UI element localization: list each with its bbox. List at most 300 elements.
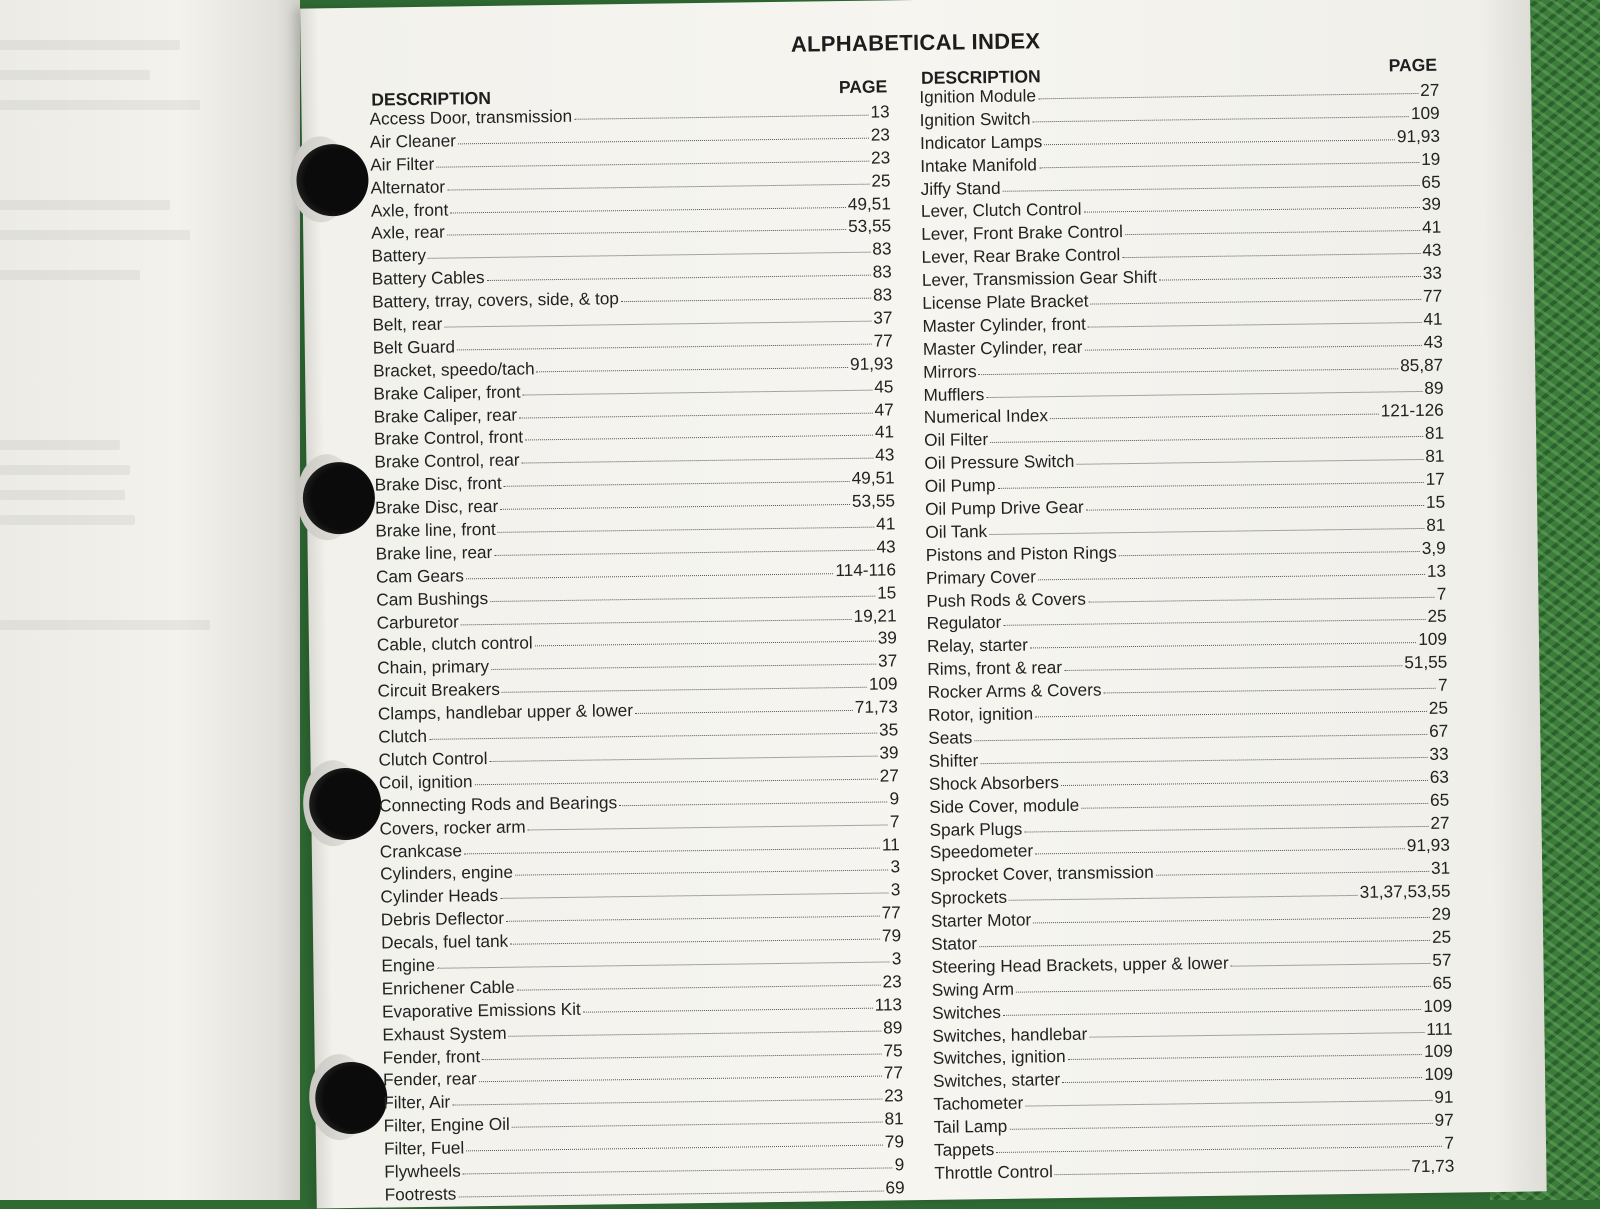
entry-page: 91,93 xyxy=(849,353,894,374)
entry-page: 81 xyxy=(1426,514,1446,535)
entry-page: 114-116 xyxy=(835,559,897,580)
entry-description: Cable, clutch control xyxy=(376,632,533,656)
dot-leader xyxy=(1009,895,1358,901)
entry-description: Push Rods & Covers xyxy=(926,588,1087,611)
dot-leader xyxy=(1039,162,1419,168)
index-page xyxy=(300,0,1547,1208)
entry-description: Battery Cables xyxy=(371,267,485,289)
entry-page: 13 xyxy=(870,101,890,122)
entry-description: Lever, Clutch Control xyxy=(920,199,1082,222)
entry-description: Axle, front xyxy=(370,199,449,221)
entry-page: 27 xyxy=(1420,79,1440,100)
entry-description: Switches, handlebar xyxy=(932,1023,1088,1046)
entry-description: Rotor, ignition xyxy=(927,703,1034,725)
entry-description: Sprocket Cover, transmission xyxy=(930,862,1154,886)
entry-page: 63 xyxy=(1429,766,1450,787)
entry-description: Mufflers xyxy=(923,383,985,405)
entry-page: 77 xyxy=(881,902,901,923)
page-title: ALPHABETICAL INDEX xyxy=(790,28,1041,57)
dot-leader xyxy=(458,1190,883,1197)
entry-page: 65 xyxy=(1432,972,1452,993)
dot-leader xyxy=(1064,666,1402,672)
dot-leader xyxy=(1009,1123,1432,1130)
entry-description: Air Cleaner xyxy=(369,130,457,152)
dot-leader xyxy=(500,893,889,899)
dot-leader xyxy=(502,687,867,693)
entry-page: 77 xyxy=(883,1062,904,1083)
dot-leader xyxy=(996,1146,1442,1153)
entry-page: 109 xyxy=(1410,102,1440,123)
dot-leader xyxy=(1003,1009,1422,1016)
dot-leader xyxy=(464,847,880,854)
entry-description: Rims, front & rear xyxy=(927,657,1063,680)
entry-description: Switches, ignition xyxy=(932,1046,1066,1069)
entry-page: 9 xyxy=(889,788,900,809)
entry-page: 91,93 xyxy=(1396,125,1441,147)
dot-leader xyxy=(1038,574,1425,580)
dot-leader xyxy=(450,207,846,214)
entry-page: 41 xyxy=(874,421,895,443)
entry-description: Cam Bushings xyxy=(376,587,489,610)
dot-leader xyxy=(974,734,1427,741)
dot-leader xyxy=(621,298,871,302)
entry-page: 33 xyxy=(1429,743,1449,764)
entry-description: Battery, trray, covers, side, & top xyxy=(372,288,620,312)
dot-leader xyxy=(1104,688,1437,694)
entry-description: Switches xyxy=(931,1001,1002,1023)
entry-description: Primary Cover xyxy=(925,566,1037,588)
entry-description: Filter, Air xyxy=(383,1091,451,1113)
entry-description: Lever, Transmission Gear Shift xyxy=(921,266,1158,291)
entry-page: 109 xyxy=(1424,1063,1454,1085)
entry-page: 81 xyxy=(1425,445,1445,467)
entry-page: 83 xyxy=(872,261,892,282)
entry-description: Brake Control, front xyxy=(373,426,524,450)
dot-leader xyxy=(500,504,850,510)
description-header: DESCRIPTION xyxy=(371,87,492,110)
entry-page: 41 xyxy=(876,513,896,534)
entry-description: Master Cylinder, rear xyxy=(922,336,1083,359)
entry-description: Lever, Front Brake Control xyxy=(921,221,1123,245)
dot-leader xyxy=(457,344,872,351)
page-header: PAGE xyxy=(838,76,888,98)
dot-leader xyxy=(1086,505,1424,511)
entry-page: 51,55 xyxy=(1404,651,1448,673)
entry-description: Brake Caliper, rear xyxy=(373,404,518,427)
index-entries xyxy=(919,79,1454,1185)
entry-page: 39 xyxy=(1421,194,1442,215)
index-column-left xyxy=(369,76,905,1206)
entry-description: Footrests xyxy=(384,1183,457,1205)
entry-page: 23 xyxy=(882,971,902,992)
entry-page: 35 xyxy=(878,719,899,740)
dot-leader xyxy=(523,389,873,395)
entry-description: Shifter xyxy=(928,750,979,771)
entry-description: Air Filter xyxy=(370,153,435,175)
entry-page: 69 xyxy=(885,1177,905,1198)
entry-page: 75 xyxy=(883,1039,903,1061)
entry-description: Clutch xyxy=(378,725,428,747)
entry-page: 9 xyxy=(894,1154,905,1175)
dot-leader xyxy=(990,436,1423,443)
entry-description: Connecting Rods and Bearings xyxy=(379,791,618,816)
index-column-right xyxy=(919,54,1455,1185)
entry-description: Enrichener Cable xyxy=(381,976,515,999)
entry-description: Swing Arm xyxy=(931,978,1015,1000)
entry-page: 15 xyxy=(1425,491,1446,512)
entry-page: 31,37,53,55 xyxy=(1359,880,1451,903)
entry-description: Throttle Control xyxy=(934,1161,1053,1183)
dot-leader xyxy=(437,961,890,968)
entry-description: Bracket, speedo/tach xyxy=(372,358,535,381)
entry-page: 71,73 xyxy=(854,696,899,718)
entry-page: 81 xyxy=(884,1108,904,1129)
entry-page: 7 xyxy=(889,810,900,832)
punch-hole xyxy=(309,768,382,841)
entry-description: Cylinders, engine xyxy=(380,862,514,884)
entry-description: Oil Pump Drive Gear xyxy=(924,496,1084,519)
dot-leader xyxy=(444,321,871,328)
entry-description: Fender, rear xyxy=(382,1068,477,1090)
dot-leader xyxy=(1156,871,1429,876)
dot-leader xyxy=(979,940,1430,947)
entry-page: 71,73 xyxy=(1411,1155,1455,1177)
entry-page: 49,51 xyxy=(847,192,891,214)
dot-leader xyxy=(490,595,875,601)
entry-page: 15 xyxy=(877,582,897,603)
entry-page: 7 xyxy=(1444,1132,1455,1153)
entry-page: 41 xyxy=(1423,308,1443,329)
entry-description: Brake Control, rear xyxy=(374,449,520,472)
entry-page: 109 xyxy=(1423,995,1453,1016)
entry-description: License Plate Bracket xyxy=(922,290,1089,313)
dot-leader xyxy=(517,984,881,990)
entry-page: 3 xyxy=(890,879,901,900)
entry-description: Pistons and Piston Rings xyxy=(925,542,1117,565)
entry-description: Jiffy Stand xyxy=(920,177,1001,199)
dot-leader xyxy=(1122,253,1420,258)
entry-description: Ignition Switch xyxy=(919,108,1031,130)
entry-page: 27 xyxy=(879,765,899,786)
dot-leader xyxy=(1003,185,1420,192)
dot-leader xyxy=(528,824,888,830)
dot-leader xyxy=(537,367,848,372)
entry-page: 43 xyxy=(1423,331,1443,352)
entry-page: 111 xyxy=(1426,1018,1453,1039)
entry-page: 29 xyxy=(1431,903,1451,924)
entry-page: 19,21 xyxy=(853,604,897,626)
entry-description: Starter Motor xyxy=(930,909,1032,931)
entry-description: Spark Plugs xyxy=(929,818,1023,840)
dot-leader xyxy=(491,664,876,670)
entry-description: Filter, Engine Oil xyxy=(383,1113,510,1136)
entry-description: Brake Disc, front xyxy=(374,473,502,495)
entry-page: 13 xyxy=(1426,560,1447,581)
entry-description: Filter, Fuel xyxy=(383,1137,465,1159)
dot-leader xyxy=(1089,1032,1424,1038)
dot-leader xyxy=(1055,1169,1410,1175)
dot-leader xyxy=(535,641,876,647)
entry-description: Shock Absorbers xyxy=(928,771,1060,794)
entry-page: 31 xyxy=(1430,857,1451,879)
entry-description: Chain, primary xyxy=(377,656,490,678)
dot-leader xyxy=(635,710,853,714)
entry-description: Numerical Index xyxy=(923,405,1049,428)
punch-hole xyxy=(302,462,375,535)
entry-description: Clamps, handlebar upper & lower xyxy=(377,700,634,724)
dot-leader xyxy=(452,1099,882,1106)
entry-description: Regulator xyxy=(926,612,1002,634)
entry-page: 25 xyxy=(871,170,891,191)
entry-description: Side Cover, module xyxy=(929,794,1080,817)
dot-leader xyxy=(1084,345,1421,351)
entry-page: 41 xyxy=(1421,217,1442,238)
entry-description: Speedometer xyxy=(929,840,1034,863)
entry-page: 3 xyxy=(890,856,901,877)
entry-page: 37 xyxy=(873,307,893,328)
entry-page: 91,93 xyxy=(1406,835,1450,856)
dot-leader xyxy=(525,435,873,441)
entry-page: 83 xyxy=(872,238,892,259)
entry-page: 33 xyxy=(1422,262,1442,284)
entry-description: Evaporative Emissions Kit xyxy=(381,998,581,1022)
dot-leader xyxy=(986,391,1422,398)
entry-description: Belt Guard xyxy=(372,336,456,358)
dot-leader xyxy=(512,1122,883,1128)
entry-page: 97 xyxy=(1434,1109,1454,1130)
entry-description: Tappets xyxy=(933,1138,995,1160)
entry-page: 39 xyxy=(877,627,898,649)
dot-leader xyxy=(1119,551,1420,556)
entry-description: Intake Manifold xyxy=(920,153,1038,176)
dot-leader xyxy=(1076,459,1423,465)
dot-leader xyxy=(1025,1100,1432,1107)
entry-description: Indicator Lamps xyxy=(919,131,1043,153)
dot-leader xyxy=(1081,803,1428,809)
entry-page: 43 xyxy=(876,536,896,557)
dot-leader xyxy=(1088,322,1422,328)
dot-leader xyxy=(1091,299,1422,305)
entry-description: Crankcase xyxy=(379,839,463,862)
entry-description: Switches, starter xyxy=(932,1069,1061,1092)
dot-leader xyxy=(1088,596,1435,602)
entry-page: 109 xyxy=(868,673,898,694)
dot-leader xyxy=(979,368,1398,375)
entry-description: Rocker Arms & Covers xyxy=(927,679,1102,703)
entry-description: Lever, Rear Brake Control xyxy=(921,244,1121,268)
entry-page: 109 xyxy=(1423,1041,1453,1062)
dot-leader xyxy=(1030,642,1416,648)
description-header: DESCRIPTION xyxy=(920,66,1041,88)
entry-page: 121-126 xyxy=(1380,400,1444,422)
dot-leader xyxy=(487,275,871,281)
entry-page: 23 xyxy=(870,147,891,168)
entry-description: Brake Caliper, front xyxy=(373,381,521,404)
dot-leader xyxy=(1062,1077,1422,1083)
entry-page: 79 xyxy=(884,1131,905,1152)
entry-description: Belt, rear xyxy=(372,313,443,335)
page-header: PAGE xyxy=(1388,54,1438,76)
dot-leader xyxy=(509,1030,882,1036)
dot-leader xyxy=(583,1007,873,1012)
dot-leader xyxy=(461,619,852,625)
dot-leader xyxy=(463,1167,893,1174)
dot-leader xyxy=(506,916,880,922)
dot-leader xyxy=(466,1145,883,1152)
entry-page: 39 xyxy=(879,742,899,763)
entry-description: Fender, front xyxy=(382,1045,481,1068)
left-page xyxy=(0,0,300,1200)
entry-description: Oil Filter xyxy=(924,429,989,451)
entry-page: 53,55 xyxy=(851,490,896,512)
dot-leader xyxy=(489,756,877,762)
entry-page: 27 xyxy=(1430,812,1450,833)
dot-leader xyxy=(498,527,874,533)
entry-page: 47 xyxy=(874,398,894,420)
dot-leader xyxy=(429,733,877,740)
entry-page: 67 xyxy=(1428,720,1449,741)
dot-leader xyxy=(1024,825,1428,832)
entry-description: Debris Deflector xyxy=(380,908,505,930)
dot-leader xyxy=(482,1053,881,1060)
entry-description: Oil Pressure Switch xyxy=(924,451,1075,474)
entry-description: Cylinder Heads xyxy=(380,885,499,907)
entry-description: Battery xyxy=(371,245,427,266)
entry-description: Axle, rear xyxy=(371,222,445,244)
entry-description: Engine xyxy=(381,954,436,976)
entry-description: Cam Gears xyxy=(375,565,465,587)
entry-description: Exhaust System xyxy=(382,1022,507,1045)
entry-page: 89 xyxy=(883,1016,903,1038)
entry-page: 77 xyxy=(873,330,893,351)
dot-leader xyxy=(1003,619,1425,626)
entry-page: 85,87 xyxy=(1399,354,1444,375)
entry-description: Tail Lamp xyxy=(933,1115,1008,1137)
entry-page: 3 xyxy=(891,948,902,969)
entry-page: 7 xyxy=(1436,583,1447,604)
entry-page: 25 xyxy=(1431,926,1452,947)
entry-description: Sprockets xyxy=(930,886,1008,909)
entry-page: 83 xyxy=(872,284,893,305)
entry-description: Covers, rocker arm xyxy=(379,816,526,839)
dot-leader xyxy=(1044,139,1395,145)
entry-page: 81 xyxy=(1424,423,1445,444)
index-entries xyxy=(369,100,904,1206)
dot-leader xyxy=(989,528,1424,535)
dot-leader xyxy=(1231,963,1431,967)
entry-description: Relay, starter xyxy=(926,634,1029,657)
dot-leader xyxy=(515,870,889,876)
dot-leader xyxy=(1033,116,1409,122)
entry-page: 3,9 xyxy=(1421,537,1446,558)
punch-hole xyxy=(296,144,369,217)
dot-leader xyxy=(1016,986,1431,993)
entry-description: Tachometer xyxy=(933,1092,1024,1115)
entry-description: Clutch Control xyxy=(378,747,488,770)
punch-hole xyxy=(315,1061,388,1134)
dot-leader xyxy=(619,801,888,806)
dot-leader xyxy=(519,412,873,418)
entry-page: 23 xyxy=(870,124,891,145)
entry-description: Master Cylinder, front xyxy=(922,313,1087,336)
entry-page: 89 xyxy=(1424,377,1444,398)
entry-description: Alternator xyxy=(370,176,446,198)
dot-leader xyxy=(447,183,869,190)
entry-page: 25 xyxy=(1427,606,1447,627)
dot-leader xyxy=(504,481,850,487)
dot-leader xyxy=(998,482,1424,489)
entry-description: Coil, ignition xyxy=(378,771,473,793)
dot-leader xyxy=(466,573,834,579)
entry-page: 45 xyxy=(874,376,894,397)
entry-page: 77 xyxy=(1422,285,1443,306)
dot-leader xyxy=(510,939,880,945)
entry-page: 17 xyxy=(1425,468,1445,490)
dot-leader xyxy=(1159,276,1421,281)
entry-page: 53,55 xyxy=(847,215,892,237)
entry-page: 57 xyxy=(1432,949,1452,970)
entry-page: 65 xyxy=(1421,171,1441,192)
entry-description: Brake Disc, rear xyxy=(374,496,499,518)
entry-description: Brake line, front xyxy=(375,518,496,541)
entry-description: Circuit Breakers xyxy=(377,679,500,701)
entry-description: Mirrors xyxy=(923,360,977,382)
entry-page: 37 xyxy=(877,650,898,671)
entry-description: Stator xyxy=(931,933,978,954)
entry-description: Oil Pump xyxy=(924,475,996,497)
dot-leader xyxy=(475,778,878,785)
entry-page: 49,51 xyxy=(851,467,895,489)
dot-leader xyxy=(980,757,1427,764)
entry-page: 43 xyxy=(875,444,895,465)
dot-leader xyxy=(1125,230,1420,235)
entry-page: 109 xyxy=(1418,629,1448,650)
dot-leader xyxy=(1068,1054,1422,1060)
entry-description: Flywheels xyxy=(384,1160,461,1182)
dot-leader xyxy=(494,550,874,556)
entry-page: 79 xyxy=(881,925,902,946)
entry-page: 11 xyxy=(881,833,900,855)
dot-leader xyxy=(1050,414,1379,420)
entry-page: 23 xyxy=(884,1085,904,1106)
entry-page: 65 xyxy=(1429,789,1450,810)
entry-page: 25 xyxy=(1428,697,1449,718)
dot-leader xyxy=(436,160,869,167)
dot-leader xyxy=(479,1076,882,1083)
entry-description: Seats xyxy=(928,727,973,748)
entry-description: Ignition Module xyxy=(919,85,1037,107)
entry-description: Decals, fuel tank xyxy=(380,930,509,953)
dot-leader xyxy=(1035,711,1427,717)
dot-leader xyxy=(1061,780,1428,786)
entry-page: 19 xyxy=(1420,148,1441,169)
dot-leader xyxy=(428,252,870,259)
entry-description: Brake line, rear xyxy=(375,541,493,564)
dot-leader xyxy=(1083,207,1419,213)
entry-page: 7 xyxy=(1437,674,1448,695)
dot-leader xyxy=(522,458,874,464)
entry-description: Carburetor xyxy=(376,611,459,633)
dot-leader xyxy=(1035,849,1405,855)
dot-leader xyxy=(1038,93,1418,99)
dot-leader xyxy=(458,138,869,145)
dot-leader xyxy=(574,115,868,120)
dot-leader xyxy=(447,229,846,236)
entry-page: 43 xyxy=(1422,239,1442,261)
entry-page: 113 xyxy=(874,994,903,1015)
entry-page: 91 xyxy=(1434,1086,1454,1108)
dot-leader xyxy=(1033,917,1430,924)
